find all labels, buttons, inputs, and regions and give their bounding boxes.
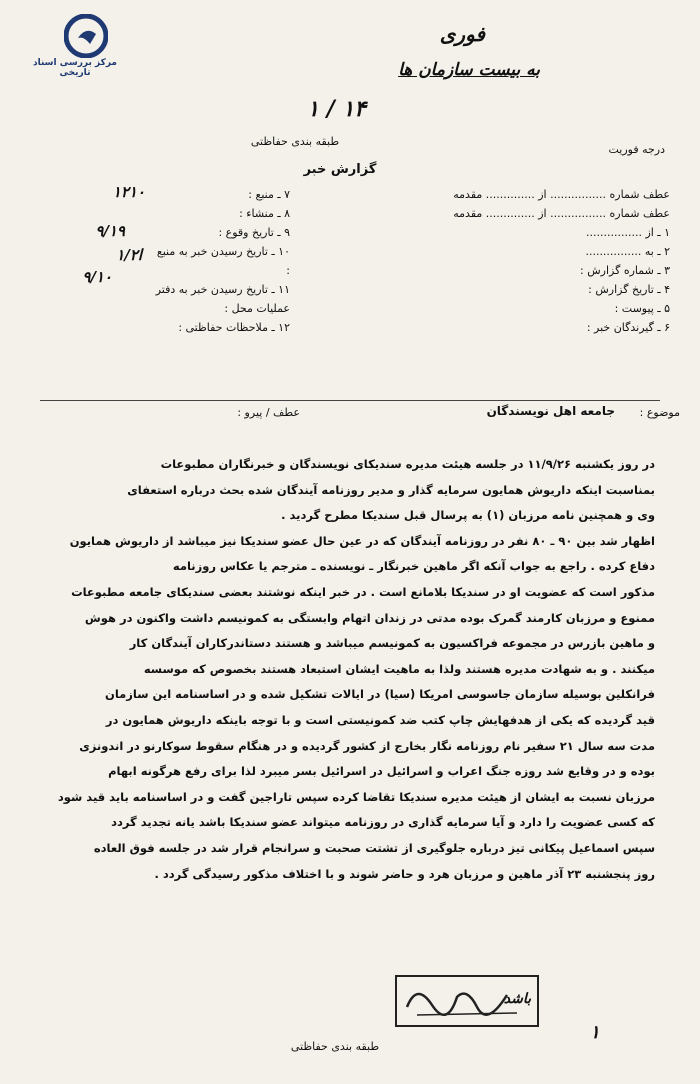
- field-to: ۲ ـ به ................: [585, 245, 670, 258]
- report-title: گزارش خبر: [303, 162, 377, 177]
- subject-row: [80, 404, 680, 424]
- archive-logo: [20, 14, 130, 78]
- page-number: ۱: [590, 1022, 600, 1043]
- field-report-number: ۳ ـ شماره گزارش :: [580, 264, 670, 277]
- field-from: ۱ ـ از ................: [586, 226, 670, 239]
- field-origin: ۸ ـ منشاء :: [239, 207, 290, 220]
- reference-label: عطف / پیرو :: [237, 406, 300, 419]
- stamp-text: باشد: [503, 991, 531, 1007]
- body-line: که کسی عضویت را دارد و آیا سرمایه گذاری در روزنامه میتواند عضو سندیکا باشد یانه تجدید گردد: [111, 815, 655, 830]
- subject-label: موضوع :: [639, 406, 680, 419]
- body-line: فرانکلین بوسیله سازمان جاسوسی امریکا (سیا) در ایالات تشکیل شده و در اساسنامه این سازمان: [105, 687, 655, 702]
- field-source: ۷ ـ منبع :: [248, 188, 290, 201]
- field-news-to-source-date: ۱۰ ـ تاریخ رسیدن خبر به منبع :: [156, 245, 290, 277]
- field-security-notes: ۱۲ ـ ملاحظات حفاظتی :: [178, 321, 290, 334]
- handwritten-number: ۱۴ / ۱: [307, 96, 366, 122]
- fields-left: [150, 185, 290, 337]
- body-line: اظهار شد بین ۹۰ ـ ۸۰ نفر در روزنامه آیندگان که در عین حال عضو سندیکا نیز میباشد از داریوش همایون: [69, 533, 655, 548]
- archive-logo-icon: [64, 14, 108, 58]
- body-line: ممنوع و مرزبان کارمند گمرک بوده مدتی در زندان اتهام وابستگی به کمونیسم داشت واکنون در هوش: [84, 610, 655, 625]
- body-line: قید گردیده که یکی از هدفهایش چاپ کتب ضد کمونیستی است و با توجه باینکه داریوش همایون در: [105, 712, 655, 727]
- body-line: و ماهین بازرس در مجموعه فراکسیون به کمونیسم میباشد و هستند دستاندرکاران آیندگان کار: [129, 636, 655, 651]
- body-line: میکنند . و به شهادت مدیره هستند ولذا به ماهیت ایشان استبعاد هستند بخصوص که موسسه: [143, 661, 655, 676]
- handwritten-source: ۱۲۱۰: [112, 183, 145, 201]
- body-line: در روز یکشنبه ۱۱/۹/۲۶ در جلسه هیئت مدیره سندیکای نویسندگان و خبرنگاران مطبوعات: [160, 457, 655, 471]
- body-line: دفاع کرده . راجع به جواب آنکه اگر ماهین خبرنگار ـ نویسنده ـ مترجم یا عکاس روزنامه: [172, 559, 655, 574]
- body-line: مذکور است که عضویت او در سندیکا بلامانع است . در خبر اینکه نوشتند بعضی سندیکای جامعه مطبوعات: [71, 584, 655, 599]
- urgency-label: درجه فوریت: [608, 143, 665, 156]
- body-line: مرزبان نسبت به ایشان از هیئت مدیره سندیکا تقاضا کرده سپس تاراجین گفت و در اساسنامه باید قید شود: [57, 789, 655, 804]
- fields-right: [430, 185, 670, 337]
- field-ref-1: عطف شماره ................ از .............. مقدمه: [453, 188, 670, 201]
- archive-logo-text: مرکز بررسی اسناد تاریخی: [33, 58, 117, 78]
- handwritten-code: ۱/۲ا: [116, 246, 142, 264]
- body-line: مدت سه سال ۲۱ سفیر نام روزنامه نگار بخارج از کشور گردیده و در هنگام سقوط سوکارنو در اندونزی: [79, 738, 655, 753]
- footer-classification-label: طبقه بندی حفاظتی: [290, 1040, 380, 1053]
- body-line: روز پنجشنبه ۲۳ آذر ماهین و مرزبان هرد و حاضر شوند و با اختلاف مذکور رسیدگی گردد .: [154, 866, 655, 881]
- subject-value: جامعه اهل نویسندگان: [486, 404, 615, 418]
- body-line: بوده و در وقایع شد روزه جنگ اعراب و اسرائیل در اسرائیل بسر میبرد لذا برای رفع هرگونه ابهام: [108, 764, 655, 779]
- field-news-to-office-date: ۱۱ ـ تاریخ رسیدن خبر به دفتر عملیات محل :: [155, 283, 290, 315]
- field-ref-2: عطف شماره ................ از .............. مقدمه: [453, 207, 670, 220]
- body-line: سپس اسماعیل پیکانی تیز درباره جلوگیری از تشتت صحبت و سرانجام قرار شد در جلسه فوق العاده: [93, 840, 655, 855]
- body-line: وی و همچنین نامه مرزبان (۱) به پرسال قبل سندیکا مطرح گردید .: [281, 508, 655, 523]
- field-recipients: ۶ ـ گیرندگان خبر :: [586, 321, 670, 334]
- handwritten-urgent-note: فوری: [439, 22, 485, 46]
- handwritten-date1: ۹/۱۹: [95, 222, 125, 240]
- report-body: [55, 452, 655, 887]
- field-attachment: ۵ ـ پیوست :: [614, 302, 670, 315]
- signature-stamp: [395, 975, 539, 1027]
- handwritten-date2: ۹/۱۰: [82, 268, 112, 286]
- body-line: بمناسبت اینکه داریوش همایون سرمایه گذار و مدیر روزنامه آیندگان شده بحث درباره استعفای: [127, 482, 655, 497]
- field-report-date: ۴ ـ تاریخ گزارش :: [588, 283, 670, 296]
- handwritten-recipient-note: به بیست سازمان ها: [398, 60, 540, 80]
- field-event-date: ۹ ـ تاریخ وقوع :: [218, 226, 290, 239]
- classification-label: طبقه بندی حفاظتی: [250, 135, 340, 148]
- section-divider: [40, 400, 660, 401]
